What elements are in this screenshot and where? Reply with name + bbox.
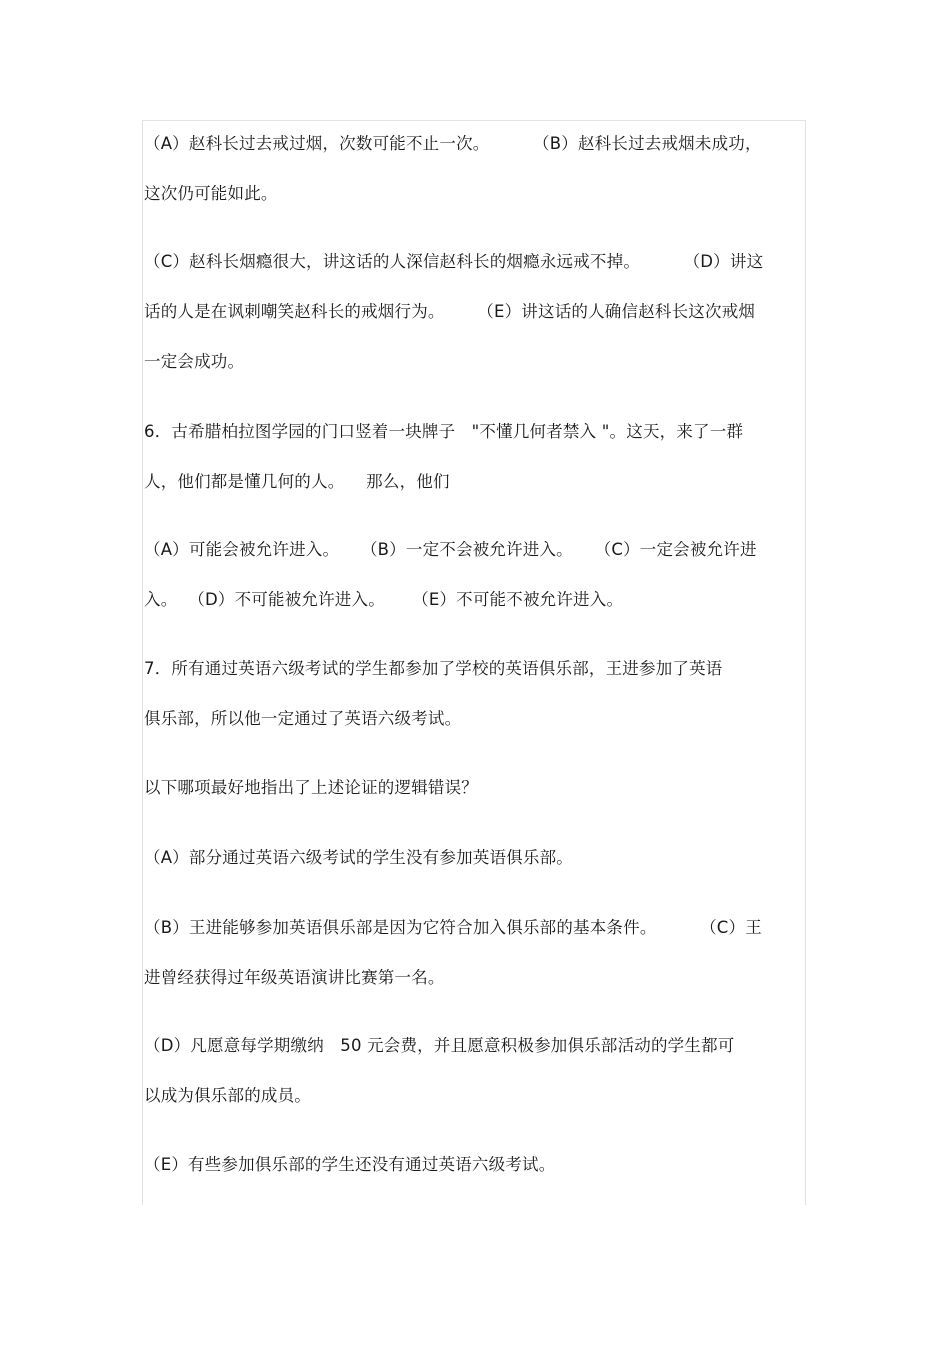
question-6-line: 人，他们都是懂几何的人。 那么，他们 <box>144 472 450 491</box>
option-line: 以成为俱乐部的成员。 <box>144 1086 311 1105</box>
question-7-line: 7．所有通过英语六级考试的学生都参加了学校的英语俱乐部，王进参加了英语 <box>144 659 723 678</box>
option-line: （A）赵科长过去戒过烟，次数可能不止一次。 （B）赵科长过去戒烟未成功， <box>144 134 762 153</box>
question-6-line: 6．古希腊柏拉图学园的门口竖着一块牌子 "不懂几何者禁入 "。这天，来了一群 <box>144 422 744 441</box>
option-line: 一定会成功。 <box>144 352 245 371</box>
option-line: （D）凡愿意每学期缴纳 50 元会费，并且愿意积极参加俱乐部活动的学生都可 <box>144 1036 735 1055</box>
question-prompt: 以下哪项最好地指出了上述论证的逻辑错误？ <box>144 778 478 797</box>
option-line: （A）可能会被允许进入。 （B）一定不会被允许进入。 （C）一定会被允许进 <box>144 540 757 559</box>
question-7-line: 俱乐部，所以他一定通过了英语六级考试。 <box>144 709 462 728</box>
option-line: （B）王进能够参加英语俱乐部是因为它符合加入俱乐部的基本条件。 （C）王 <box>144 918 762 937</box>
option-line: （A）部分通过英语六级考试的学生没有参加英语俱乐部。 <box>144 848 573 867</box>
option-line: 入。 （D）不可能被允许进入。 （E）不可能不被允许进入。 <box>144 590 624 609</box>
option-line: （E）有些参加俱乐部的学生还没有通过英语六级考试。 <box>144 1155 556 1174</box>
option-line: （C）赵科长烟瘾很大，讲这话的人深信赵科长的烟瘾永远戒不掉。 （D）讲这 <box>144 252 764 271</box>
option-line: 这次仍可能如此。 <box>144 184 278 203</box>
option-line: 进曾经获得过年级英语演讲比赛第一名。 <box>144 968 445 987</box>
option-line: 话的人是在讽刺嘲笑赵科长的戒烟行为。 （E）讲这话的人确信赵科长这次戒烟 <box>144 302 756 321</box>
